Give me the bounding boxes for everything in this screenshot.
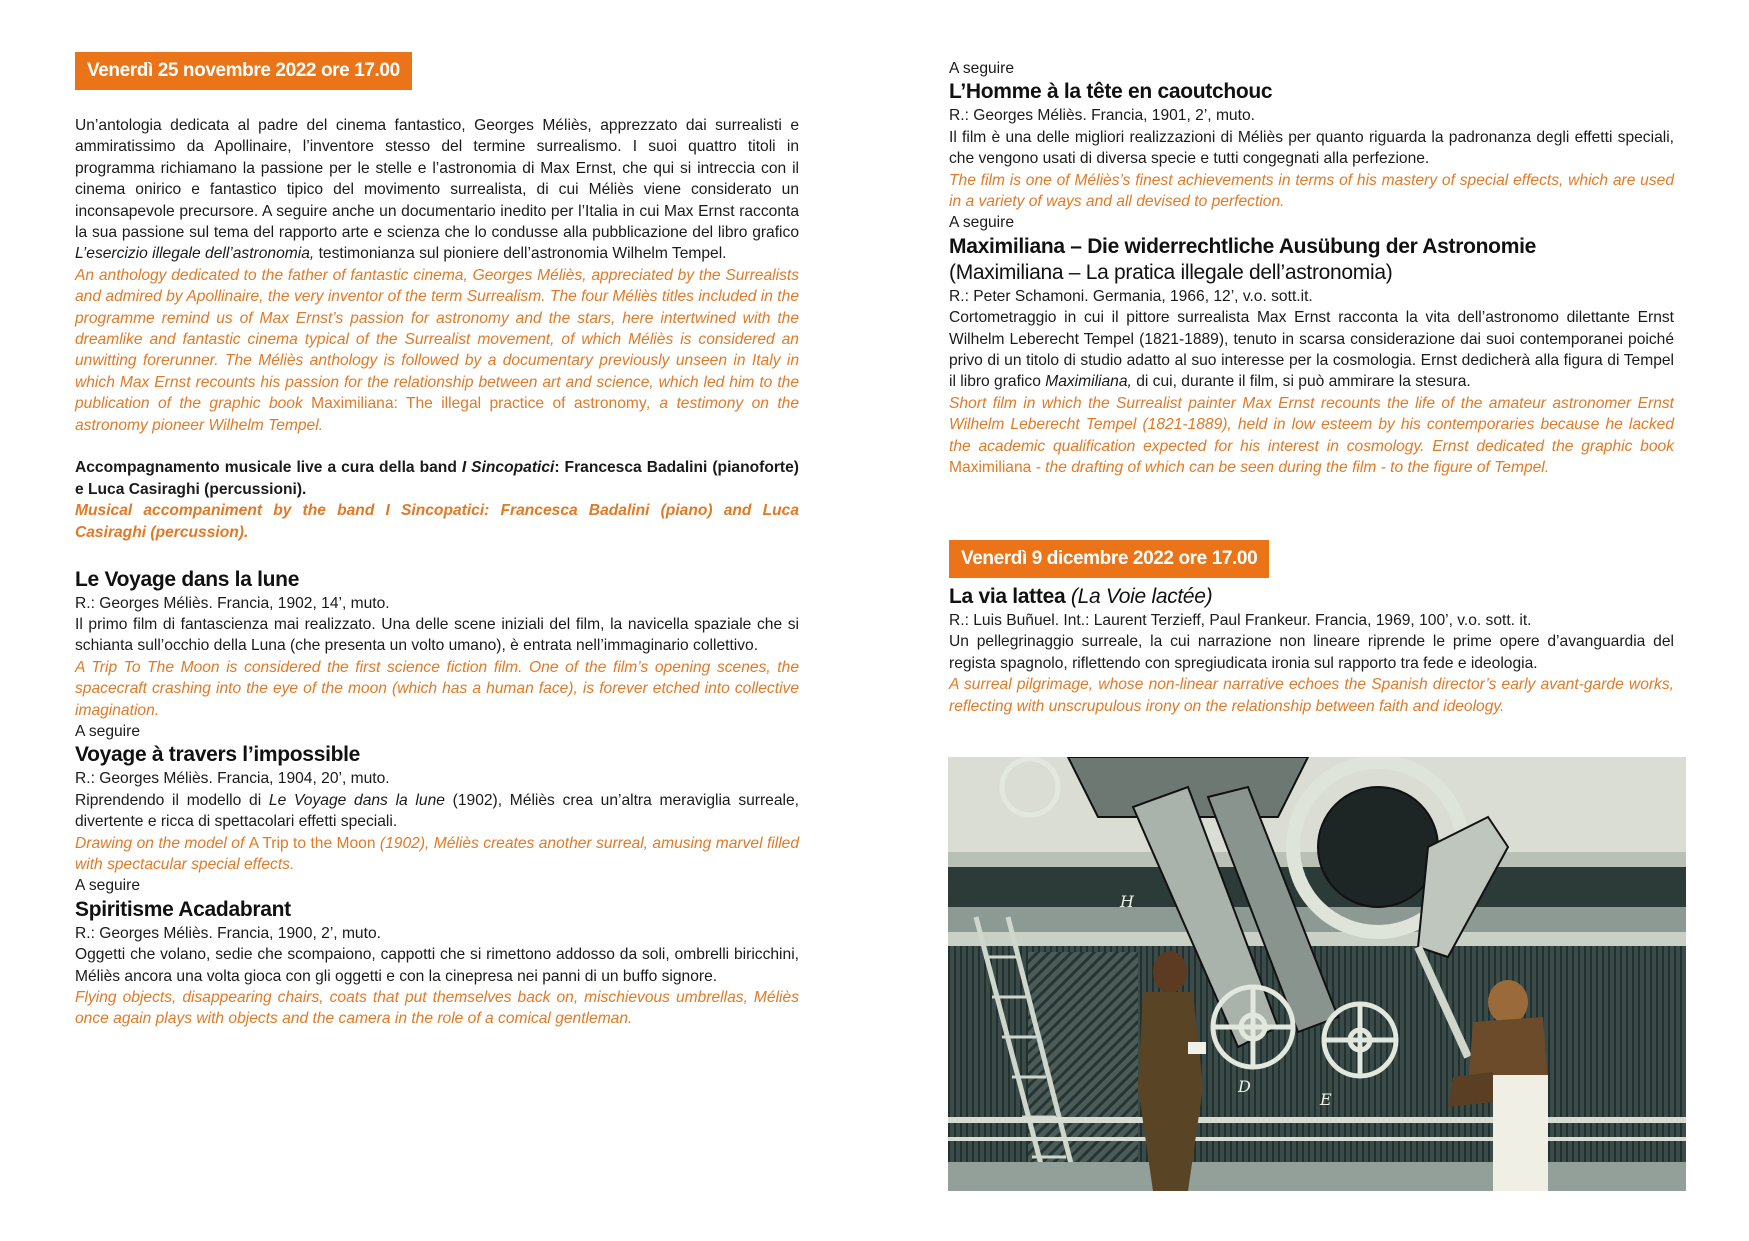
film-credits: R.: Georges Méliès. Francia, 1904, 20’, muto. (75, 770, 390, 788)
film-description-english: Short film in which the Surrealist painter Max Ernst recounts the life of the amateur astronomer Ernst Wilhelm Leberecht Tempel (1821-1889), held in low esteem by his contemporaries because he lacked the academic qualification expected for his interest in cosmology. Ernst dedicated the graphic book Maximiliana - the drafting of which can be seen during the film - to the figure of Tempel. (949, 394, 1674, 477)
intro-italian: Un’antologia dedicata al padre del cinema fantastico, Georges Méliès, apprezzato dai surrealisti e ammiratissimo da Apollinaire, l’inventore stesso del termine surrealismo. I suoi quattro titoli in programma richiamano la passione per le stelle e l’astronomia di Max Ernst, che qui si intreccia con il cinema onirico e fantastico tipico del movimento surrealista, di cui Méliès viene considerato un inconsapevole precursore. A seguire anche un documentario inedito per l’Italia in cui Max Ernst racconta la sua passione sul tema del rapporto arte e scienza che lo condusse alla pubblicazione del libro grafico L’esercizio illegale dell’astronomia, testimonianza sul pioniere dell’astronomia Wilhelm Tempel. (75, 117, 799, 263)
film-credits: R.: Peter Schamoni. Germania, 1966, 12’, v.o. sott.it. (949, 287, 1313, 305)
film-entry (949, 212, 1674, 478)
right-content-top (949, 58, 1674, 479)
a-seguire-label: A seguire (75, 877, 141, 895)
a-seguire-label: A seguire (75, 722, 141, 740)
book-title-english: Maximiliana: The illegal practice of astronomy (311, 395, 647, 413)
illustration-letter-d: D (1238, 1077, 1251, 1096)
film-entry (75, 721, 799, 875)
illustration-letter-e: E (1320, 1090, 1332, 1109)
film-entry (949, 58, 1674, 212)
music-english: Musical accompaniment by the band I Sincopatici: Francesca Badalini (piano) and Luca Casiraghi (percussion). (75, 502, 799, 541)
intro-english: An anthology dedicated to the father of fantastic cinema, Georges Méliès, appreciated by the Surrealists and admired by Apollinaire, the very inventor of the term Surrealism. The four Méliès titles included in the programme remind us of Max Ernst’s passion for astronomy and the stars, here intertwined with the dreamlike and fantastic cinema typical of the Surrealist movement, of which Méliès is considered an unwitting forerunner. The Méliès anthology is followed by a documentary previously unseen in Italy in which Max Ernst recounts his passion for the relationship between art and science, which led him to the publication of the graphic book Maximiliana: The illegal practice of astronomy, a testimony on the astronomy pioneer Wilhelm Tempel. (75, 266, 800, 434)
observatory-telescope-illustration (948, 757, 1686, 1191)
band-name: I Sincopatici (461, 459, 555, 477)
a-seguire-label: A seguire (949, 60, 1015, 77)
film-subtitle: (Maximiliana – La pratica illegale dell’astronomia) (949, 260, 1393, 284)
illustration-letter-h: H (1120, 892, 1134, 911)
film-description-italian: Un pellegrinaggio surreale, la cui narrazione non lineare riprende le prime opere d’avanguardia del regista spagnolo, riflettendo con spregiudicata ironia sul rapporto tra fede e ideologia. (949, 633, 1674, 672)
film-description-english: The film is one of Méliès’s finest achievements in terms of his mastery of special effects, which are used in a variety of ways and all devised to perfection. (949, 171, 1674, 211)
film-description-english: A surreal pilgrimage, whose non-linear narrative echoes the Spanish director’s early avant-garde works, reflecting with unscrupulous irony on the relationship between faith and ideology. (949, 676, 1674, 715)
a-seguire-label: A seguire (949, 214, 1015, 232)
film-description-italian: Il primo film di fantascienza mai realizzato. Una delle scene iniziali del film, la navicella spaziale che si schianta sull’occhio della Luna (che presenta un volto umano), è entrata nell’immaginario collettivo. (75, 615, 799, 655)
film-description-english: Drawing on the model of A Trip to the Moon (1902), Méliès creates another surreal, amusing marvel filled with spectacular special effects. (75, 834, 800, 873)
date-bar-november: Venerdì 25 novembre 2022 ore 17.00 (75, 52, 412, 90)
film-description-english: A Trip To The Moon is considered the first science fiction film. One of the film’s opening scenes, the spacecraft crashing into the eye of the moon (which has a human face), is forever etched into collective imagination. (75, 658, 799, 719)
telescope-engraving-image (948, 757, 1686, 1191)
film-description-italian: Cortometraggio in cui il pittore surrealista Max Ernst racconta la vita dell’astronomo dilettante Ernst Wilhelm Leberecht Tempel (1821-1889), tenuto in scarsa considerazione dai suoi contemporanei poiché privo di un titolo di studio adatto al suo interesse per la cosmologia. Ernst dedicherà alla figura di Tempel il libro grafico Maximiliana, di cui, durante il film, si può ammirare la stesura. (949, 309, 1674, 391)
film-entry (949, 584, 1674, 717)
film-title: La via lattea (La Voie lactée) (949, 585, 1213, 608)
film-title-alt: (La Voie lactée) (1070, 585, 1213, 608)
film-entry (75, 875, 799, 1029)
film-title: Maximiliana – Die widerrechtliche Ausübung der Astronomie (949, 234, 1536, 258)
film-description-english: Flying objects, disappearing chairs, coats that put themselves back on, mischievous umbrellas, Méliès once again plays with objects and the camera in the role of a comical gentleman. (75, 989, 799, 1028)
music-italian: Accompagnamento musicale live a cura della band I Sincopatici: Francesca Badalini (pianoforte) e Luca Casiraghi (percussioni). (75, 459, 799, 498)
film-credits: R.: Georges Méliès. Francia, 1900, 2’, muto. (75, 924, 381, 942)
date-bar-december: Venerdì 9 dicembre 2022 ore 17.00 (949, 540, 1269, 578)
film-description-italian: Riprendendo il modello di Le Voyage dans la lune (1902), Méliès crea un’altra meraviglia surreale, divertente e ricca di spettacolari effetti speciali. (75, 791, 799, 831)
film-credits: R.: Luis Buñuel. Int.: Laurent Terzieff, Paul Frankeur. Francia, 1969, 100’, v.o. sott. it. (949, 612, 1532, 629)
film-title: Voyage à travers l’impossible (75, 743, 361, 767)
film-description-italian: Il film è una delle migliori realizzazioni di Méliès per quanto riguarda la padronanza degli effetti speciali, che vengono usati di diversa specie e tutti congegnati alla perfezione. (949, 128, 1674, 168)
film-credits: R.: Georges Méliès. Francia, 1902, 14’, muto. (75, 594, 390, 612)
film-title: L’Homme à la tête en caoutchouc (949, 80, 1273, 104)
film-title: Spiritisme Acadabrant (75, 897, 291, 921)
film-credits: R.: Georges Méliès. Francia, 1901, 2’, muto. (949, 107, 1255, 125)
left-content (75, 115, 799, 1030)
film-entry (75, 567, 799, 721)
film-title: Le Voyage dans la lune (75, 567, 300, 591)
book-title-italian: L’esercizio illegale dell’astronomia, (75, 245, 315, 263)
film-description-italian: Oggetti che volano, sedie che scompaiono, cappotti che si rimettono addosso da soli, ombrelli biricchini, Méliès ancora una volta gioca con gli oggetti e con la cinepresa nei panni di un buffo signore. (75, 946, 799, 985)
